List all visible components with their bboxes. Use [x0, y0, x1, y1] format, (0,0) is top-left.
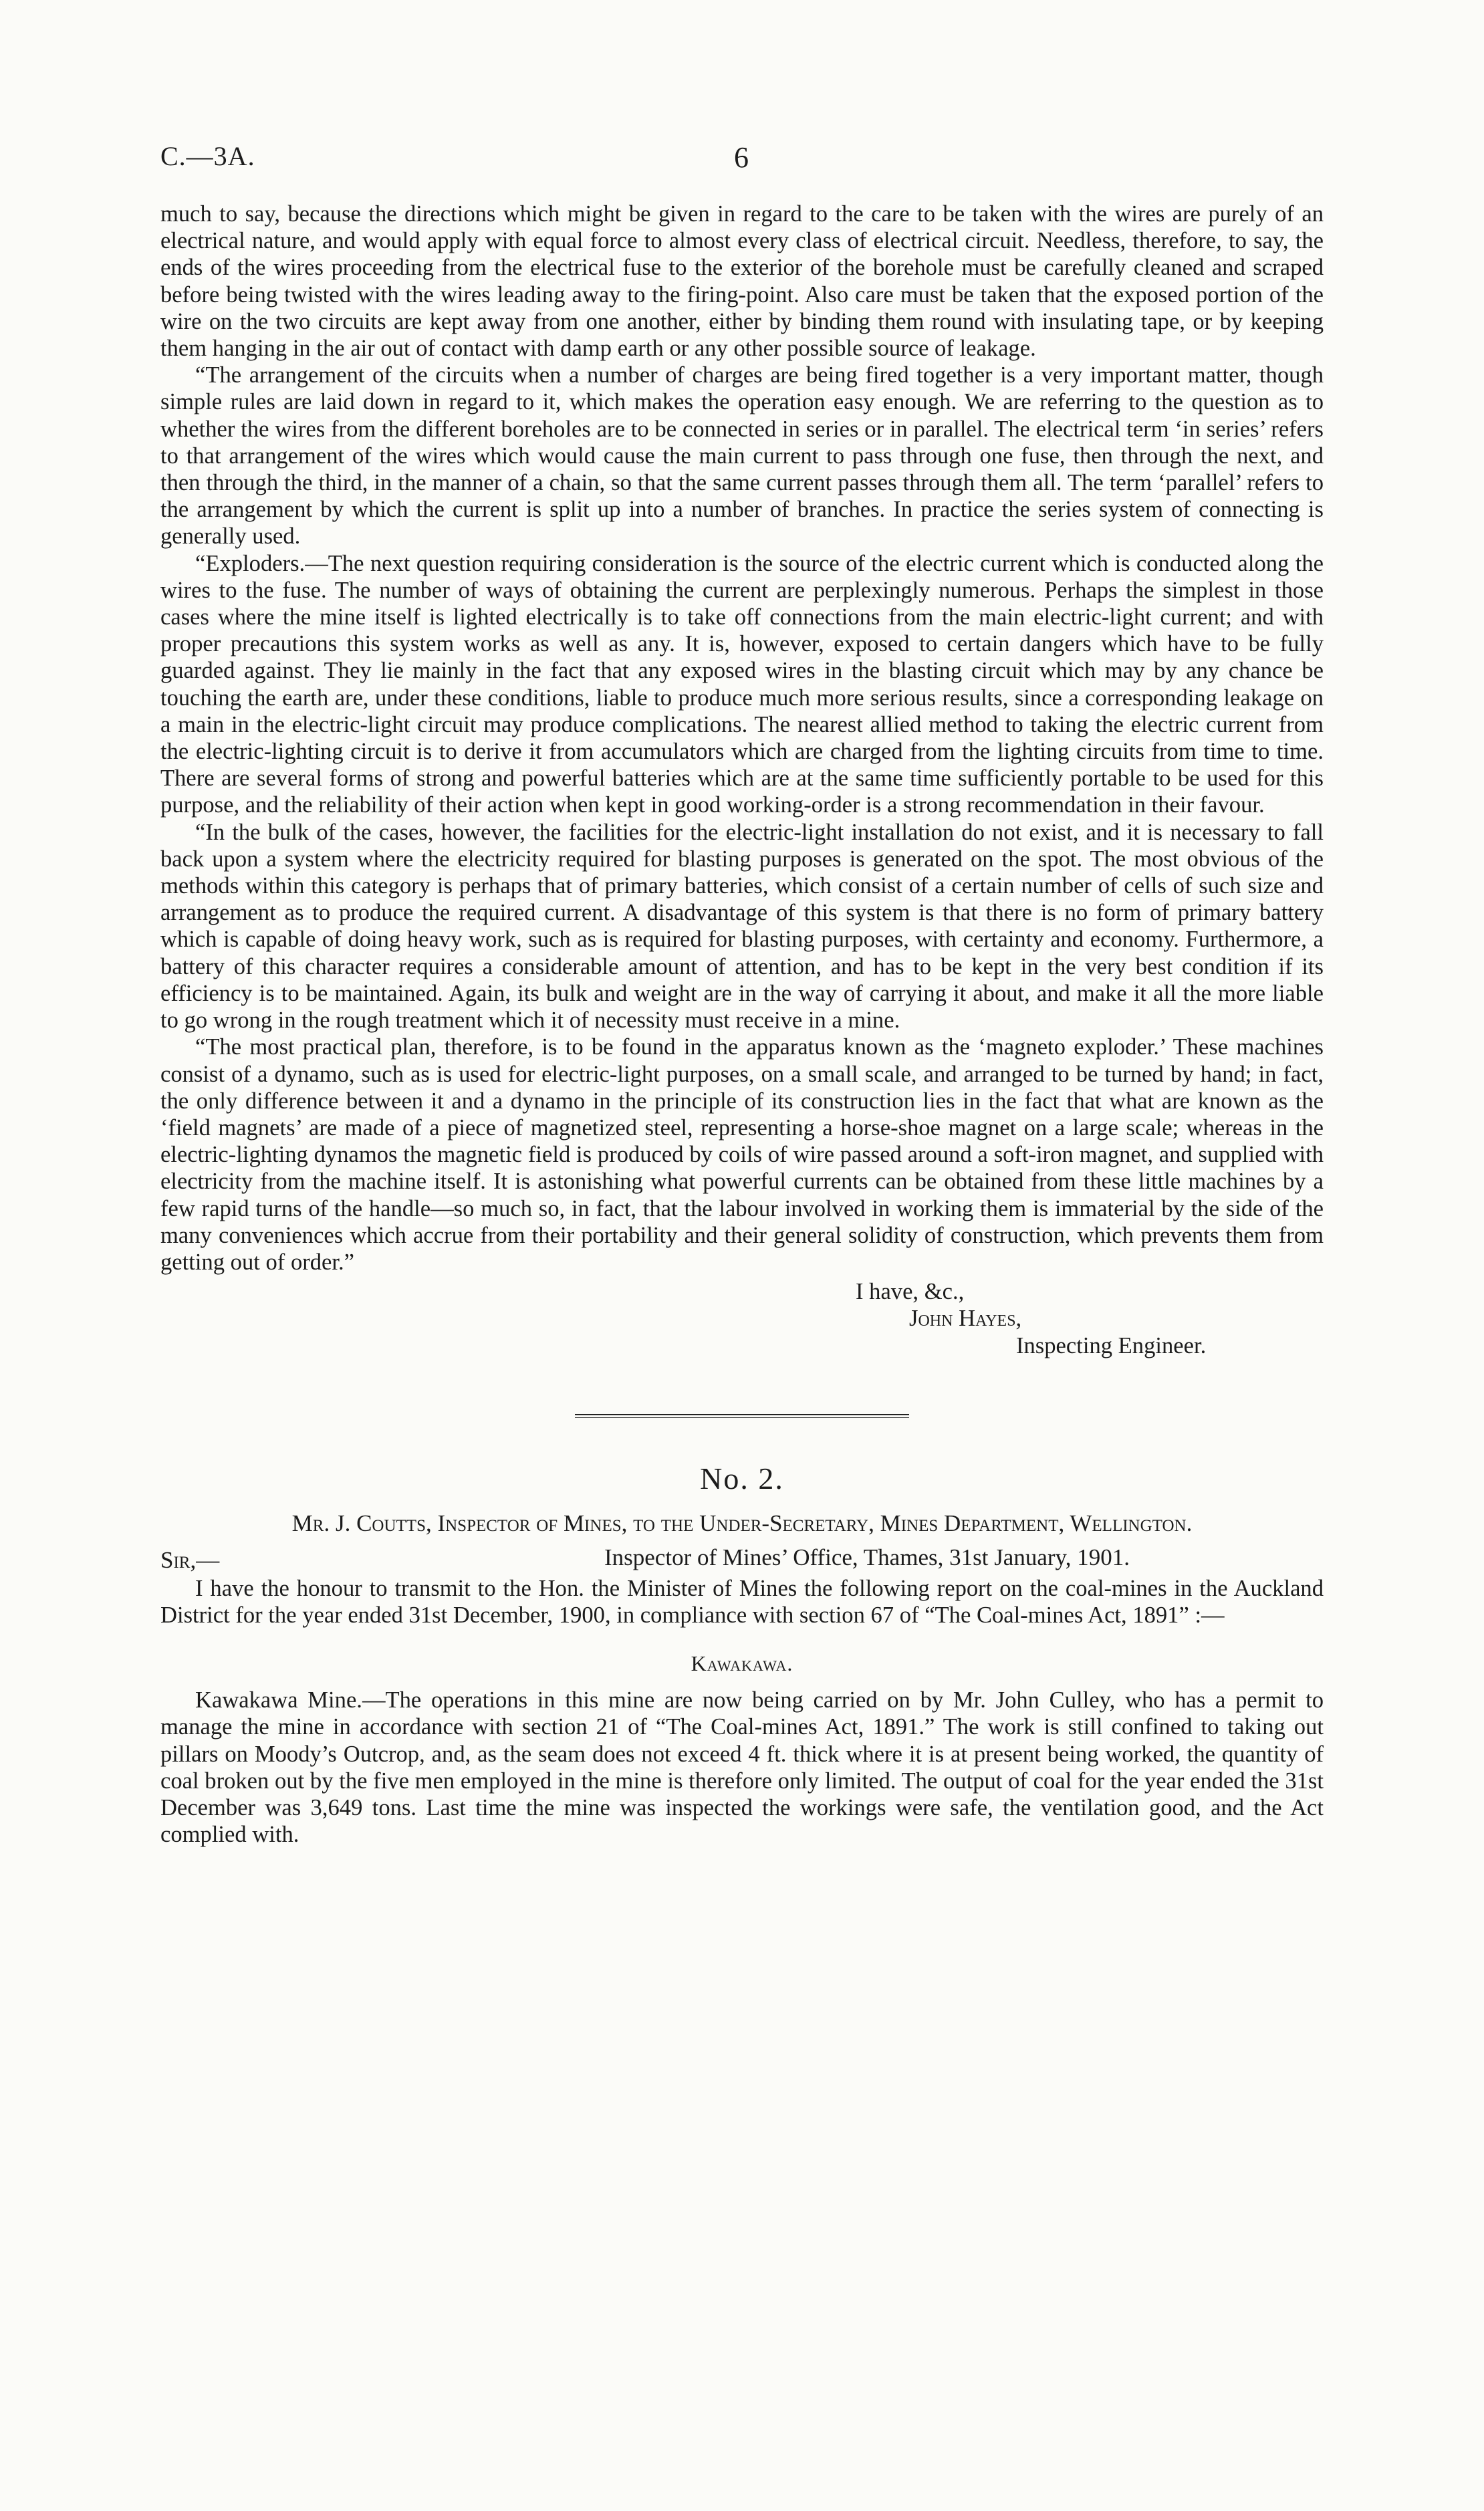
section-divider — [575, 1414, 909, 1415]
document-reference: C.—3A. — [160, 141, 255, 171]
section-paragraph: Kawakawa Mine.—The operations in this mine are now being carried on by Mr. John Culley, who has a permit to manage the mine in accordance with section 21 of “The Coal-mines Act, 1891.” The work is still confined to taking out pillars on Moody’s Outcrop, and, as the seam does not exceed 4 ft. thick where it is at present being worked, the quantity of coal broken out by the five men employed in the mine is therefore only limited. The output of coal for the year ended the 31st December was 3,649 tons. Last time the mine was inspected the workings were safe, the ventilation good, and the Act complied with. — [160, 1687, 1324, 1848]
page-header — [160, 140, 1324, 201]
intro-paragraph: I have the honour to transmit to the Hon. the Minister of Mines the following report on the coal-mines in the Auckland District for the year ended 31st December, 1900, in compliance with section 67 of “The Coal-mines Act, 1891” :— — [160, 1575, 1324, 1628]
closing: I have, &c., — [856, 1279, 965, 1305]
salutation: Sir,— — [160, 1546, 220, 1573]
signatory-name: John Hayes, — [909, 1306, 1022, 1332]
section-divider-underline — [575, 1417, 909, 1418]
signoff — [160, 1278, 1324, 1359]
paragraph: “Exploders.—The next question requiring consideration is the source of the electric current which is conducted along the wires to the fuse. The number of ways of obtaining the current are perplexingly numerous. Perhaps the simplest in those cases where the mine itself is lighted electrically is to take off connections from the main electric-light current; and with proper precautions this system works as well as any. It is, however, exposed to certain dangers which have to be fully guarded against. They lie mainly in the fact that any exposed wires in the blasting circuit which may by any chance be touching the earth are, under these conditions, liable to produce much more serious results, since a corresponding leakage on a main in the electric-light circuit may produce complications. The nearest allied method to taking the electric current from the electric-lighting circuit is to derive it from accumulators which are charged from the lighting circuits from time to time. There are several forms of strong and powerful batteries which are at the same time sufficiently portable to be used for this purpose, and the reliability of their action when kept in good working-order is a strong recommendation in their favour. — [160, 550, 1324, 818]
page-number: 6 — [734, 141, 749, 174]
letter-2-body — [160, 1575, 1324, 1629]
paragraph: “In the bulk of the cases, however, the facilities for the electric-light installation do not exist, and it is necessary to fall back upon a system where the electricity required for blasting purposes is generated on the spot. The most obvious of the methods within this category is perhaps that of primary batteries, which consist of a certain number of cells of such size and arrangement as to produce the required current. A disadvantage of this system is that there is no form of primary battery which is capable of doing heavy work, such as is required for blasting purposes, with certainty and economy. Furthermore, a battery of this character requires a considerable amount of attention, and has to be kept in the very best condition if its efficiency is to be maintained. Again, its bulk and weight are in the way of carrying it about, and make it all the more liable to go wrong in the rough treatment which it of necessity must receive in a mine. — [160, 819, 1324, 1034]
letter-1-body — [160, 201, 1324, 1276]
salutation-row — [160, 1544, 1324, 1575]
paragraph: “The arrangement of the circuits when a number of charges are being fired together is a very important matter, though simple rules are laid down in regard to it, which makes the operation easy enough. We are referring to the question as to whether the wires from the different boreholes are to be connected in series or in parallel. The electrical term ‘in series’ refers to that arrangement of the wires which would cause the main current to pass through one fuse, then through the next, and then through the third, in the manner of a chain, so that the same current passes through them all. The term ‘parallel’ refers to the arrangement by which the current is split up into a number of branches. In practice the series system of connecting is generally used. — [160, 362, 1324, 550]
office-date: Inspector of Mines’ Office, Thames, 31st January, 1901. — [604, 1544, 1130, 1570]
paragraph: much to say, because the directions which might be given in regard to the care to be taken with the wires are purely of an electrical nature, and would apply with equal force to almost every class of electrical circuit. Needless, therefore, to say, the ends of the wires proceeding from the electrical fuse to the exterior of the borehole must be carefully cleaned and scraped before being twisted with the wires leading away to the firing-point. Also care must be taken that the exposed portion of the wire on the two circuits are kept away from one another, either by binding them round with insulating tape, or by keeping them hanging in the air out of contact with damp earth or any other possible source of leakage. — [160, 201, 1324, 362]
paragraph: “The most practical plan, therefore, is to be found in the apparatus known as the ‘magneto exploder.’ These machines consist of a dynamo, such as is used for electric-light purposes, on a small scale, and arranged to be turned by hand; in fact, the only difference between it and a dynamo in the principle of its construction lies in the fact that what are known as the ‘field magnets’ are made of a piece of magnetized steel, representing a horse-shoe magnet on a large scale; whereas in the electric-lighting dynamos the magnetic field is produced by coils of wire passed around a soft-iron magnet, and supplied with electricity from the machine itself. It is astonishing what powerful currents can be obtained from these little machines by a few rapid turns of the handle—so much so, in fact, that the labour involved in working them is immaterial by the side of the many conveniences which accrue from their portability and their general solidity of construction, which prevents them from getting out of order.” — [160, 1034, 1324, 1275]
addressee-line: Mr. J. Coutts, Inspector of Mines, to the Under-Secretary, Mines Department, Wellington. — [291, 1510, 1193, 1536]
section-body — [160, 1687, 1324, 1848]
section-heading: Kawakawa. — [691, 1651, 793, 1676]
letter-number-heading: No. 2. — [700, 1461, 784, 1496]
signatory-title: Inspecting Engineer. — [1016, 1332, 1207, 1358]
document-page — [160, 140, 1324, 1848]
